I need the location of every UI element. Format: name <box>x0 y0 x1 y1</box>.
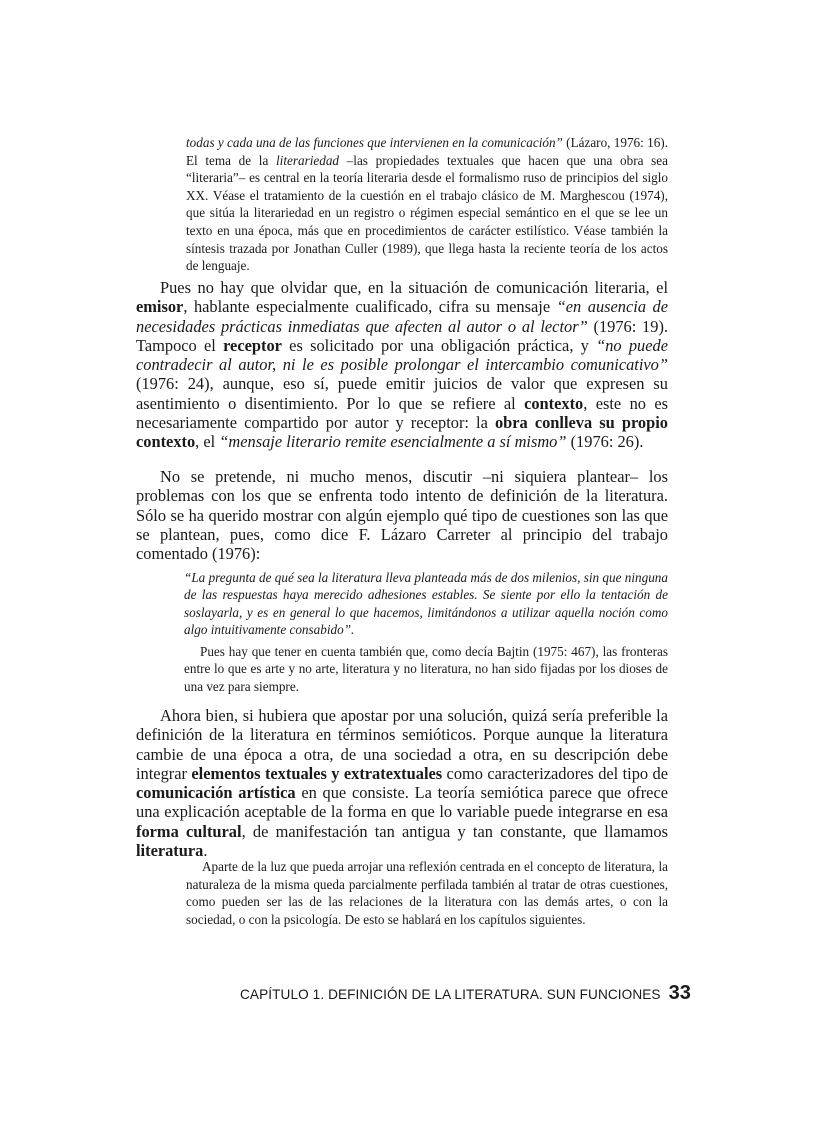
continued-note-block <box>186 134 668 275</box>
running-footer-chapter: CAPÍTULO 1. DEFINICIÓN DE LA LITERATURA. SUN FUNCIONES <box>240 987 661 1002</box>
page-footer <box>240 982 691 1005</box>
note-bajtin: Pues hay que tener en cuenta también que, como decía Bajtin (1975: 467), las fronteras entre lo que es arte y no arte, literatura y no literatura, no han sido fijadas por los dioses de una vez para siempre. <box>184 644 668 694</box>
paragraph-emisor-receptor: Pues no hay que olvidar que, en la situación de comunicación literaria, el emisor, hablante especialmente cualificado, cifra su mensaje “en ausencia de necesidades prácticas inmediatas que afecten al autor o al lector” (1976: 19). Tampoco el receptor es solicitado por una obligación práctica, y “no puede contradecir al autor, ni le es posible prolongar el intercambio comunicativo” (1976: 24), aunque, eso sí, puede emitir juicios de valor que expresen su asentimiento o disentimiento. Por lo que se refiere al contexto, este no es necesariamente compartido por autor y receptor: la obra conlleva su propio contexto, el “mensaje literario remite esencialmente a sí mismo” (1976: 26). <box>136 278 669 452</box>
continued-note-paragraph: todas y cada una de las funciones que intervienen en la comunicación” (Lázaro, 1976: 16). El tema de la literariedad –las propiedades textuales que hacen que una obra sea “literaria”– es central en la teoría literaria desde el formalismo ruso de principios del siglo XX. Véase el tratamiento de la cuestión en el trabajo clásico de M. Marghescou (1974), que sitúa la literariedad en un registro o régimen especial semántico en el que se lee un texto en una época, más que en procedimientos de carácter estilístico. Véase también la síntesis trazada por Jonathan Culler (1989), que llega hasta la reciente teoría de los actos de lenguaje. <box>186 135 669 274</box>
paragraph-semiotica: Ahora bien, si hubiera que apostar por una solución, quizá sería preferible la definición de la literatura en términos semióticos. Porque aunque la literatura cambie de una época a otra, de una sociedad a otra, en su descripción debe integrar elementos textuales y extratextuales como caracterizadores del tipo de comunicación artística en que consiste. La teoría semiótica parece que ofrece una explicación aceptable de la forma en que lo variable puede integrarse en esa forma cultural, de manifestación tan antigua y tan constante, que llamamos literatura. <box>136 706 669 861</box>
block-quote: “La pregunta de qué sea la literatura lleva planteada más de dos milenios, sin que ninguna de las respuestas haya merecido adhesiones estables. Se siente por ello la tentación de soslayarla, y es en general lo que hacemos, limitándonos a utilizar aquella noción como algo intuitivamente consabido”. <box>184 570 668 638</box>
page-number: 33 <box>668 982 691 1004</box>
paragraph-problemas: No se pretende, ni mucho menos, discutir –ni siquiera plantear– los problemas con los que se enfrenta todo intento de definición de la literatura. Sólo se ha querido mostrar con algún ejemplo qué tipo de cuestiones son las que se plantean, pues, como dice F. Lázaro Carreter al principio del trabajo comentado (1976): <box>136 467 668 564</box>
note-conceptos: Aparte de la luz que pueda arrojar una reflexión centrada en el concepto de literatura, la naturaleza de la misma queda parcialmente perfilada también al tratar de otras cuestiones, como pueden ser las de las relaciones de la literatura con las demás artes, o con la sociedad, o con la psicología. De esto se hablará en los capítulos siguientes. <box>186 859 668 927</box>
